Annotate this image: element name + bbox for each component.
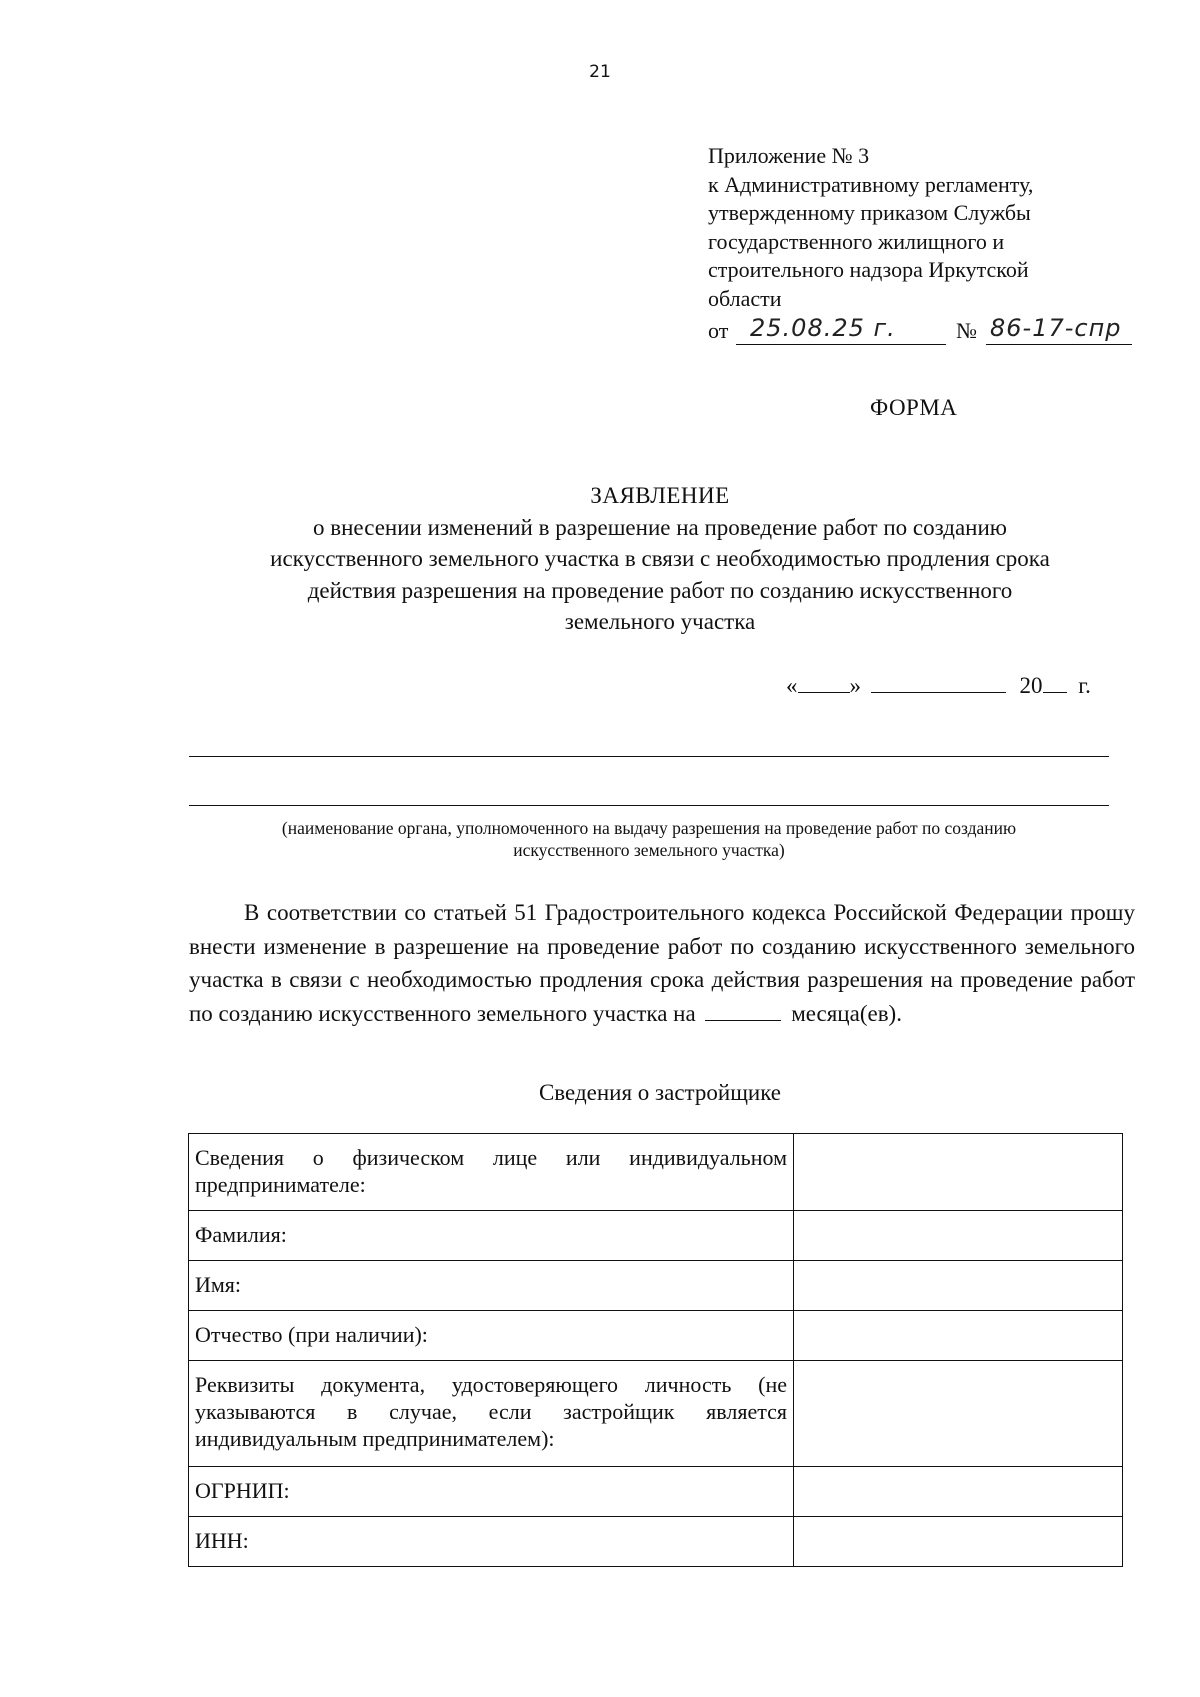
day-blank[interactable] [798,670,850,693]
table-row [189,1361,1123,1467]
request-paragraph [189,896,1135,1030]
table-label-cell: Реквизиты документа, удостоверяющего личность (не указываются в случае, если застройщик является индивидуальным предпринимателем): [189,1361,794,1467]
table-value-cell[interactable] [794,1361,1123,1467]
appendix-line: утвержденному приказом Службы [708,200,1031,225]
appendix-line: к Административному регламенту, [708,171,1034,197]
appendix-line: Приложение № 3 [708,143,870,168]
month-blank[interactable] [871,670,1006,693]
order-from-label: от [708,317,729,343]
table-value-cell[interactable] [794,1211,1123,1261]
order-reference [708,313,1148,351]
table-row [189,1261,1123,1311]
table-row [189,1311,1123,1361]
form-label: ФОРМА [870,395,958,420]
developer-info-table [188,1133,1123,1567]
months-count-blank[interactable] [705,1000,781,1021]
table-row [189,1211,1123,1261]
authority-caption-line: искусственного земельного участка) [513,840,785,860]
order-number-blank [986,343,1132,345]
authority-caption [189,817,1109,861]
table-label-cell: ОГРНИП: [189,1467,794,1517]
statement-subtitle-line: о внесении изменений в разрешение на проведение работ по созданию [313,514,1007,540]
date-close-quote: » [849,673,861,698]
authority-caption-line: (наименование органа, уполномоченного на выдачу разрешения на проведение работ по созданию [281,818,1017,838]
appendix-header [708,142,1148,351]
appendix-line: строительного надзора Иркутской [708,257,1029,282]
date-open-quote: « [786,673,798,698]
table-value-cell[interactable] [794,1311,1123,1361]
year-suffix: г. [1078,673,1091,698]
authority-name-line-2[interactable] [189,805,1109,806]
statement-title: ЗАЯВЛЕНИЕ [590,483,730,508]
statement-heading [180,480,1140,638]
page-number: 21 [589,62,611,82]
application-date-line [786,670,1091,699]
statement-subtitle-line: действия разрешения на проведение работ по созданию искусственного [307,577,1013,603]
request-text-end: месяца(ев). [791,1000,902,1026]
table-label-cell: Отчество (при наличии): [189,1311,794,1361]
request-text: В соответствии со статьей 51 Градостроительного кодекса Российской Федерации прошу внести изменение в разрешение на проведение работ по созданию искусственного земельного участка в связи с необходимостью продления срока действия разрешения на проведение работ по созданию искусственного земельного участка на [189,900,1135,1026]
table-value-cell[interactable] [794,1517,1123,1567]
table-label-cell: ИНН: [189,1517,794,1567]
table-label-cell: Имя: [189,1261,794,1311]
statement-subtitle-line: земельного участка [564,609,756,634]
table-value-cell[interactable] [794,1261,1123,1311]
table-value-cell[interactable] [794,1467,1123,1517]
statement-subtitle-line: искусственного земельного участка в связи с необходимостью продления срока [270,546,1050,571]
table-label-cell: Сведения о физическом лице или индивидуальном предпринимателе: [189,1134,794,1211]
table-row [189,1134,1123,1211]
order-date-blank [736,343,946,345]
appendix-line: государственного жилищного и [708,228,1005,254]
table-value-cell[interactable] [794,1134,1123,1211]
appendix-line: области [708,285,782,311]
year-prefix: 20 [1019,673,1043,698]
authority-name-line-1[interactable] [189,756,1109,757]
table-row [189,1517,1123,1567]
developer-section-title: Сведения о застройщике [538,1080,782,1105]
year-blank[interactable] [1043,670,1067,693]
table-label-cell: Фамилия: [189,1211,794,1261]
table-row [189,1467,1123,1517]
order-number-label: № [956,317,977,343]
handwritten-order-date: 25.08.25 г. [750,313,896,342]
handwritten-order-number: 86-17-спр [990,313,1122,342]
